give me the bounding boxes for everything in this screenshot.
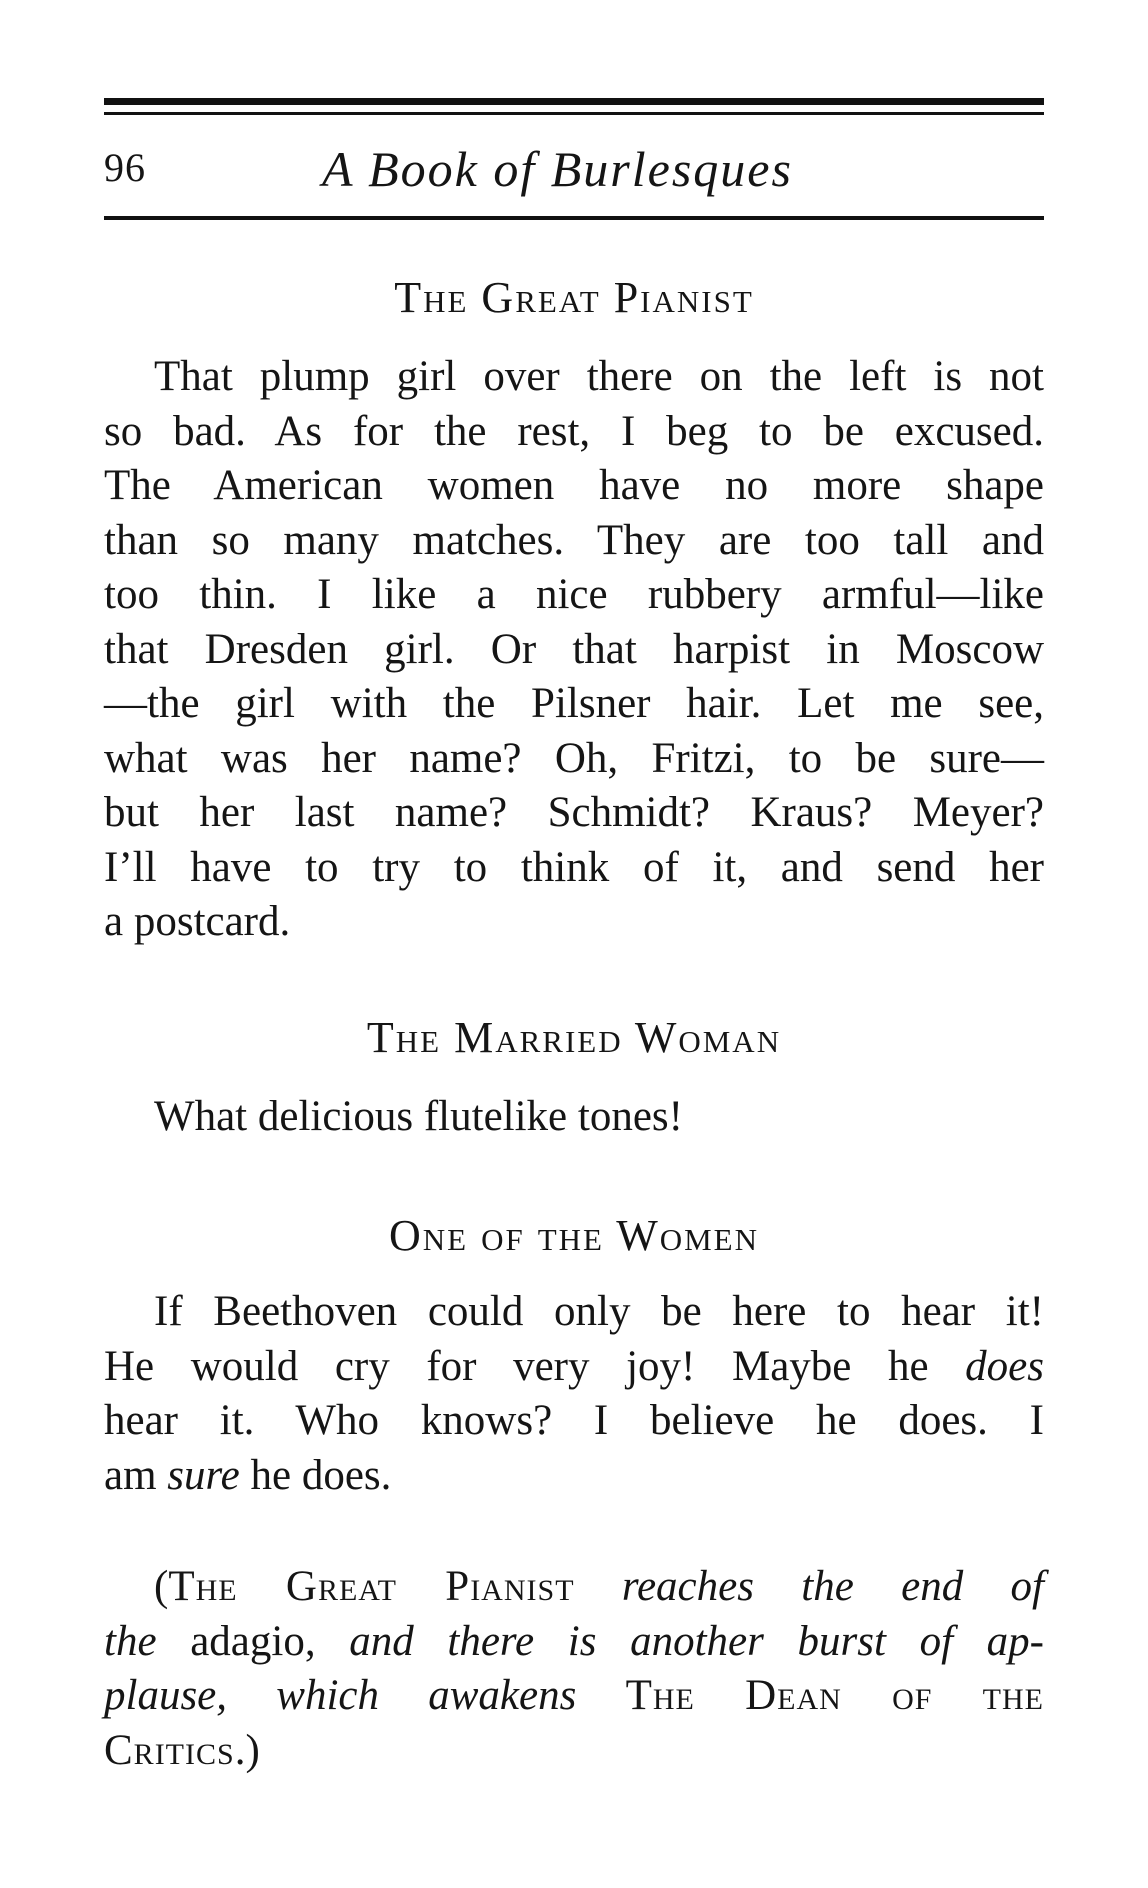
text-line: —the girl with the Pilsner hair. Let me see, <box>104 680 1044 727</box>
stage-direction-paragraph <box>104 1560 1044 1778</box>
text-line <box>104 1560 1044 1615</box>
text-run: .) <box>234 1726 260 1774</box>
text-line: but her last name? Schmidt? Kraus? Meyer? <box>104 789 1044 836</box>
italic-run: and there is another burst of ap- <box>349 1617 1044 1665</box>
speech-paragraph <box>104 1090 1044 1145</box>
text-run: He would cry for very joy! Maybe he <box>104 1342 966 1390</box>
speech-paragraph <box>104 1285 1044 1503</box>
running-title: A Book of Burlesques <box>322 141 793 197</box>
speech-great-pianist <box>104 350 1044 950</box>
page-number: 96 <box>104 145 146 190</box>
text-line: a postcard. <box>104 898 291 945</box>
text-line: That plump girl over there on the left is not <box>154 353 1044 400</box>
speech-married-woman <box>104 1090 1044 1145</box>
speaker-heading: The Great Pianist <box>394 273 754 322</box>
text-line: that Dresden girl. Or that harpist in Moscow <box>104 625 1044 673</box>
text-run: am <box>104 1451 168 1499</box>
text-line: The American women have no more shape <box>104 462 1044 509</box>
text-line: too thin. I like a nice rubbery armful—like <box>104 571 1044 618</box>
text-line: If Beethoven could only be here to hear it! <box>154 1288 1044 1335</box>
text-line <box>104 1724 1044 1779</box>
text-run: he does. <box>239 1451 392 1499</box>
header-double-rule-thick <box>104 98 1044 105</box>
text-line <box>104 1340 1044 1395</box>
speech-one-of-the-women <box>104 1285 1044 1503</box>
italic-run: reaches the end of <box>574 1563 1044 1610</box>
running-header <box>104 140 1044 200</box>
speaker-heading: One of the Women <box>389 1211 759 1260</box>
speaker-heading: The Married Woman <box>366 1013 782 1062</box>
small-caps-name: The Dean of the <box>625 1672 1044 1719</box>
text-line: what was her name? Oh, Fritzi, to be sure— <box>104 734 1044 782</box>
italic-emphasis: does <box>965 1342 1044 1390</box>
italic-emphasis: sure <box>167 1451 240 1499</box>
text-run: adagio, <box>156 1617 350 1665</box>
text-line: hear it. Who knows? I believe he does. I <box>104 1397 1044 1444</box>
italic-run: plause, which awakens <box>104 1672 626 1719</box>
text-line <box>104 1669 1044 1724</box>
text-line: than so many matches. They are too tall and <box>104 516 1044 564</box>
text-line <box>104 1615 1044 1670</box>
italic-run: the <box>104 1617 157 1665</box>
text-line: What delicious flutelike tones! <box>154 1093 683 1140</box>
header-double-rule-thin <box>104 112 1044 115</box>
section-great-pianist <box>104 270 1044 326</box>
stage-direction <box>104 1560 1044 1778</box>
section-married-woman <box>104 1010 1044 1066</box>
speech-paragraph <box>104 350 1044 950</box>
text-run: ( <box>154 1563 169 1610</box>
small-caps-name: The Great Pianist <box>168 1563 575 1610</box>
text-line: I’ll have to try to think of it, and send her <box>104 843 1044 891</box>
header-underline-rule <box>104 216 1044 220</box>
text-line <box>104 1449 1044 1504</box>
section-one-of-the-women <box>104 1208 1044 1264</box>
small-caps-name: Critics <box>104 1726 235 1774</box>
text-line: so bad. As for the rest, I beg to be excused. <box>104 407 1044 455</box>
